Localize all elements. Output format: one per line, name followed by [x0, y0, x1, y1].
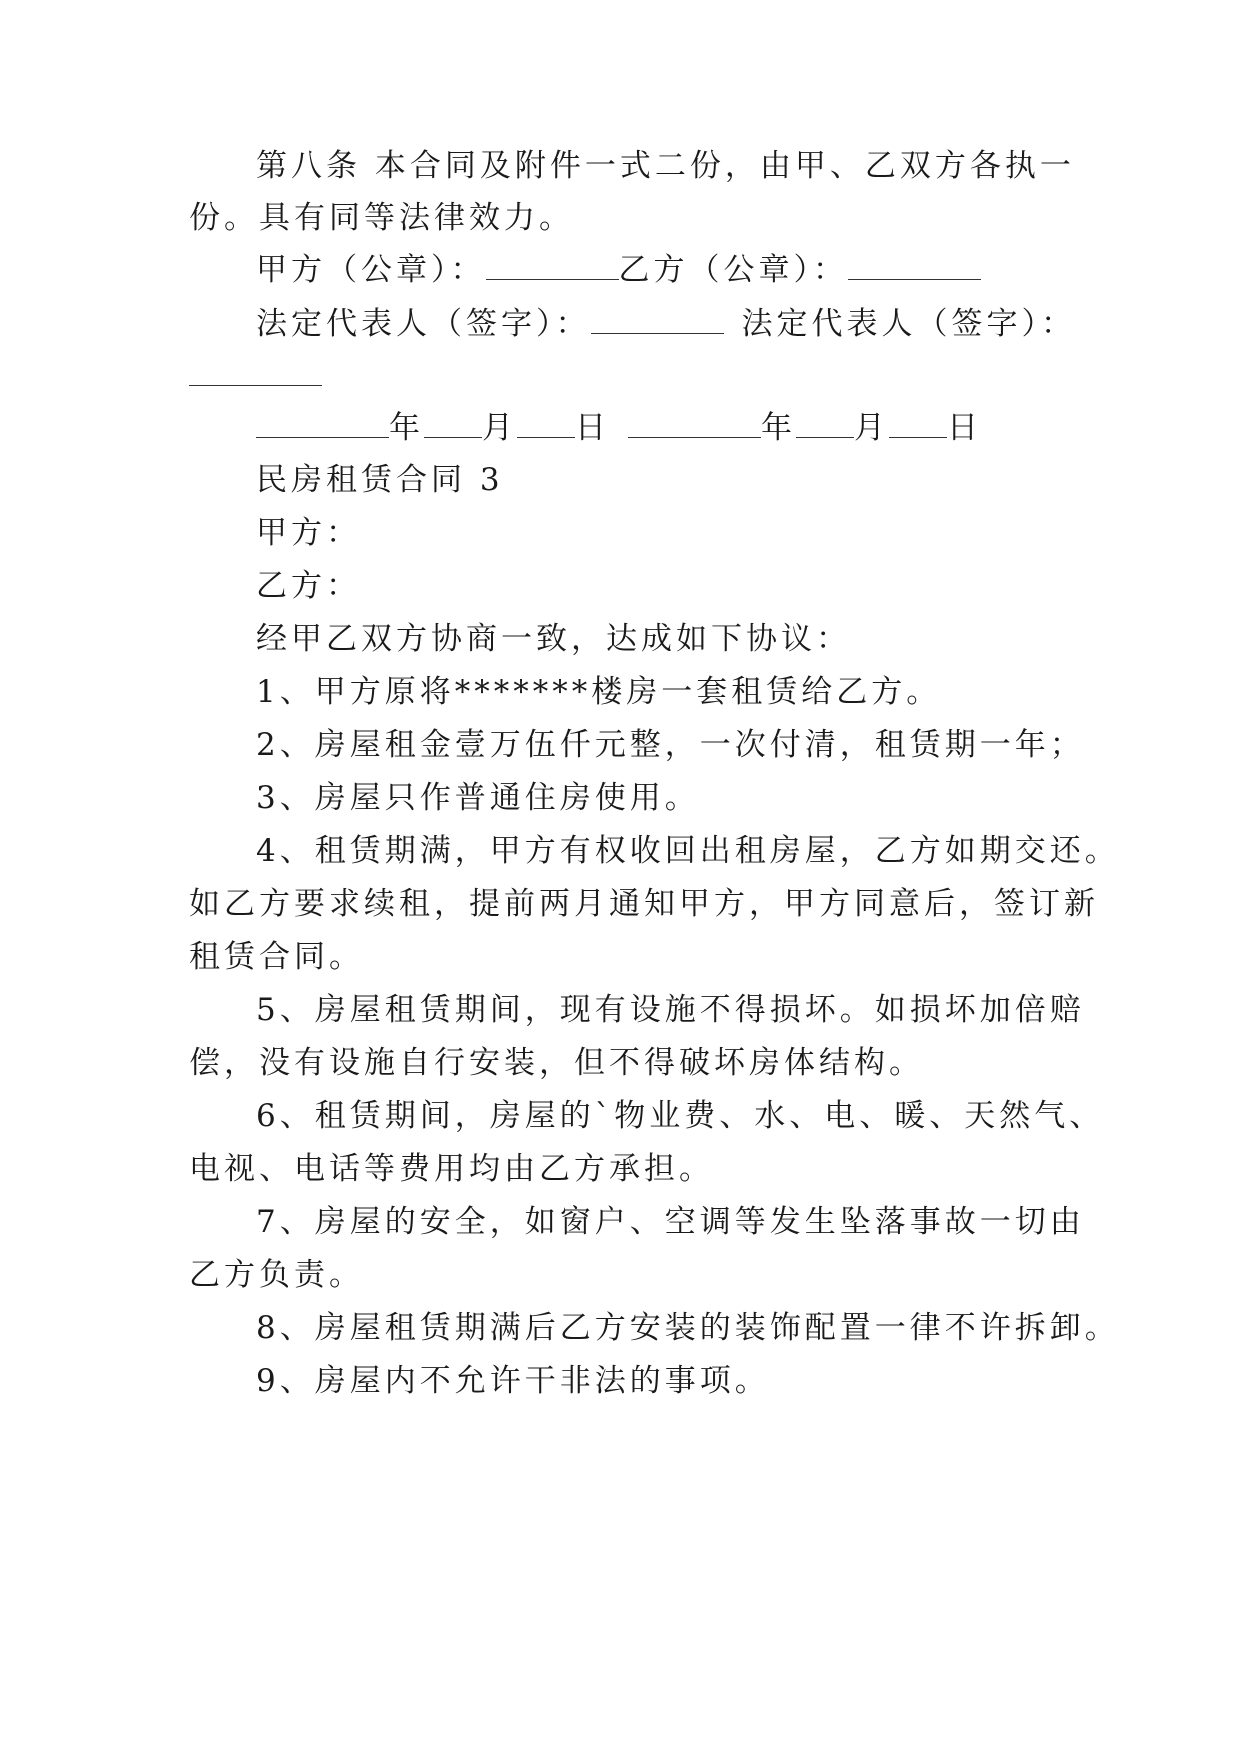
- clause-4-line-1: 4、租赁期满，甲方有权收回出租房屋，乙方如期交还。: [256, 833, 1120, 869]
- agreement-intro: 经甲乙双方协商一致，达成如下协议：: [256, 621, 851, 657]
- date-a-year-blank: [256, 411, 389, 438]
- contract-title: 民房租赁合同 3: [256, 462, 504, 498]
- clause-5-line-1: 5、房屋租赁期间，现有设施不得损坏。如损坏加倍赔: [256, 992, 1085, 1028]
- clause-3: 3、房屋只作普通住房使用。: [256, 780, 700, 816]
- article-8-line-1: 第八条 本合同及附件一式二份，由甲、乙双方各执一: [256, 148, 1075, 184]
- party-b-label: 乙方：: [256, 568, 361, 604]
- clause-7-line-2: 乙方负责。: [189, 1257, 364, 1293]
- party-a-label: 甲方：: [256, 515, 361, 551]
- date-b-day: 日: [947, 410, 982, 446]
- party-b-rep-blank: [189, 359, 322, 386]
- party-a-seal-blank: [486, 253, 619, 280]
- clause-2: 2、房屋租金壹万伍仟元整，一次付清，租赁期一年；: [256, 727, 1085, 763]
- party-a-rep-label: 法定代表人（签字）：: [256, 306, 591, 342]
- date-b-year: 年: [761, 410, 796, 446]
- clause-8: 8、房屋租赁期满后乙方安装的装饰配置一律不许拆卸。: [256, 1310, 1120, 1346]
- article-8-line-2: 份。具有同等法律效力。: [189, 200, 574, 236]
- party-b-rep-label: 法定代表人（签字）：: [741, 306, 1076, 342]
- party-b-seal-label: 乙方（公章）：: [618, 252, 848, 288]
- clause-1: 1、甲方原将*******楼房一套租赁给乙方。: [256, 674, 942, 710]
- date-b-year-blank: [628, 411, 761, 438]
- clause-4-line-2: 如乙方要求续租，提前两月通知甲方，甲方同意后，签订新: [189, 886, 1099, 922]
- clause-6-line-2: 电视、电话等费用均由乙方承担。: [189, 1151, 714, 1187]
- seal-line: [256, 250, 981, 290]
- clause-4-line-3: 租赁合同。: [189, 939, 364, 975]
- date-line: [256, 408, 982, 448]
- party-a-seal-label: 甲方（公章）：: [256, 252, 486, 288]
- representative-line: [256, 304, 1076, 344]
- date-a-month: 月: [482, 410, 517, 446]
- party-a-rep-blank: [591, 307, 724, 334]
- clause-6-line-1: 6、租赁期间，房屋的`物业费、水、电、暖、天然气、: [256, 1098, 1105, 1134]
- clause-9: 9、房屋内不允许干非法的事项。: [256, 1363, 770, 1399]
- date-a-day-blank: [517, 411, 575, 438]
- date-b-day-blank: [889, 411, 947, 438]
- party-b-rep-blank-line: [189, 356, 322, 396]
- date-a-year: 年: [389, 410, 424, 446]
- date-a-day: 日: [575, 410, 610, 446]
- date-b-month-blank: [796, 411, 854, 438]
- clause-7-line-1: 7、房屋的安全，如窗户、空调等发生坠落事故一切由: [256, 1204, 1085, 1240]
- date-b-month: 月: [854, 410, 889, 446]
- clause-5-line-2: 偿，没有设施自行安装，但不得破坏房体结构。: [189, 1045, 924, 1081]
- party-b-seal-blank: [848, 253, 981, 280]
- date-a-month-blank: [424, 411, 482, 438]
